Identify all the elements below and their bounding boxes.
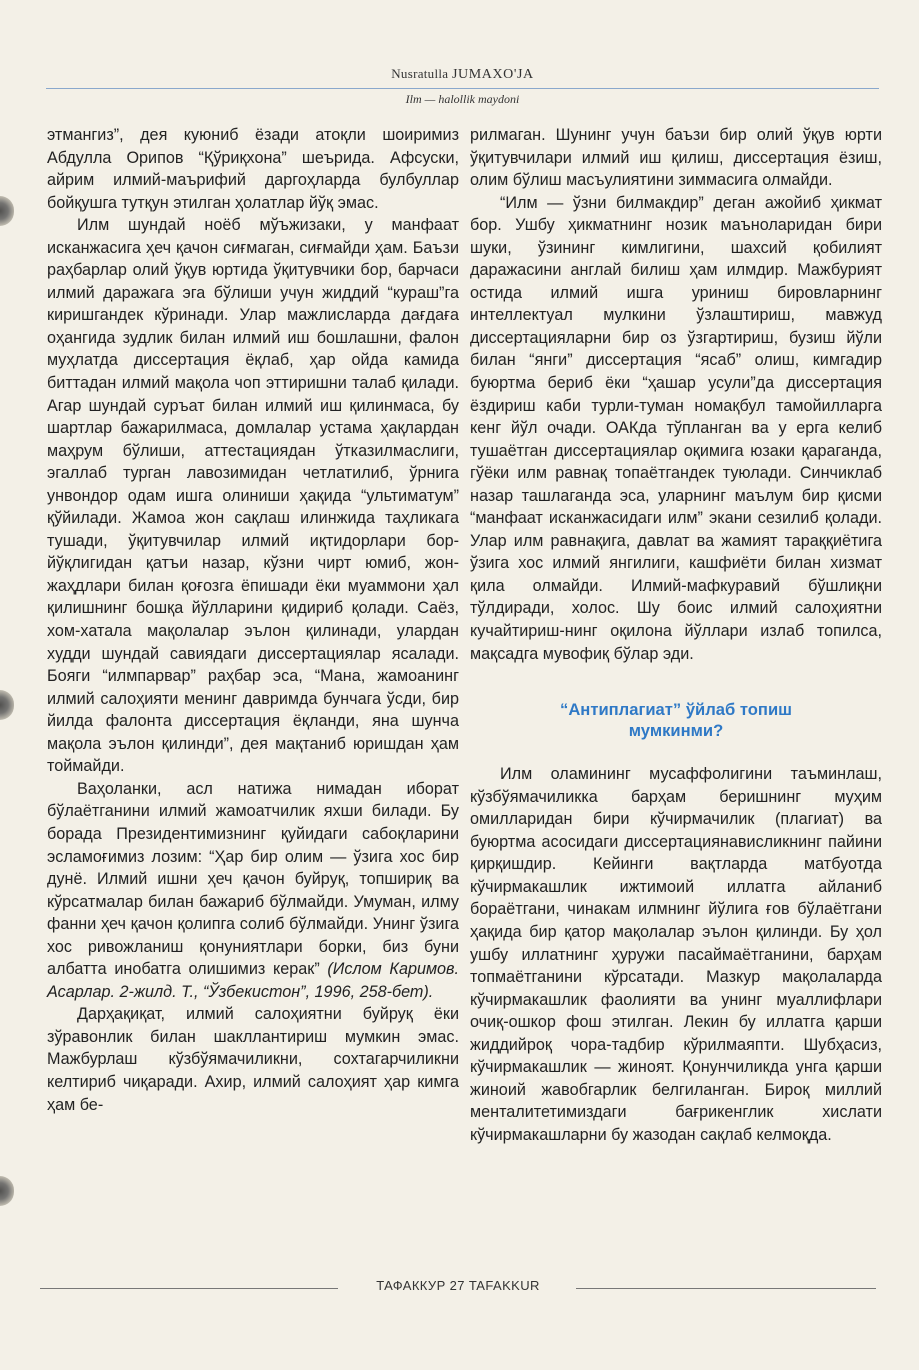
page-footer [40, 1274, 876, 1298]
binder-hole-icon [0, 1176, 14, 1206]
paragraph: Дарҳақиқат, илмий салоҳиятни буйруқ ёки зўравонлик билан шакллантириш мумкин эмас. Мажбурлаш кўзбўямачиликни, сохтагарчиликни келтириб чиқаради. Ахир, илмий салоҳият ҳар кимга ҳам бе- [47, 1005, 459, 1114]
footer-rule-right [576, 1288, 876, 1289]
citation: (Ислом Каримов. Асарлар. 2-жилд. Т., “Ўзбекистон”, 1996, 258-бет). [47, 960, 460, 1001]
right-column [470, 124, 882, 1146]
binder-hole-icon [0, 690, 14, 720]
binder-hole-icon [0, 196, 14, 226]
paragraph: этмангиз”, дея куюниб ёзади атоқли шоиримиз Абдулла Орипов “Қўриқхона” шеърида. Афсуски, айрим илмий-маърифий даргоҳларда булбуллар бойқушга тутқун этилган ҳолатлар йўқ эмас. [47, 126, 459, 212]
footer-text: ТАФАККУР 27 TAFAKKUR [376, 1278, 540, 1293]
section-heading-line: “Антиплагиат” ўйлаб топиш [560, 700, 792, 720]
header-rule [46, 88, 879, 89]
article-subtitle: Ilm — halollik maydoni [405, 92, 520, 106]
paragraph: Илм оламининг мусаффолигини таъминлаш, кўзбўямачиликка барҳам беришнинг муҳим омилларидан бири кўчирмачилик (плагиат) ва буюртма асосидаги диссертациянависликнинг пайини қирқишдир. Кейинги вақтларда матбуотда кўчирмакашлик ижтимоий иллатга айланиб бораётгани, чинакам илмнинг йўлига ғов бўлаётгани ҳақида бир қатор мақолалар эълон қилинди. Бу ҳол ушбу иллатнинг ҳуружи пасаймаётганини, барҳам топмаётганини кўрсатади. Мазкур мақолаларда кўчирмакашлик фаолияти ва унинг муаллифлари очиқ-ошкор фош этилган. Лекин бу иллатга қарши жиддийроқ чора-тадбир кўрилмаяпти. Шубҳасиз, кўчирмакашлик — жиноят. Қонунчиликда унга қарши жиноий жавобгарлик белгиланган. Бироқ миллий менталитетимиздаги бағрикенглик хислати кўчирмакашларни бу жазодан сақлаб келмоқда. [470, 765, 882, 1144]
paragraph-with-citation [47, 778, 459, 1003]
paragraph: Илм шундай ноёб мўъжизаки, у манфаат исканжасига ҳеч қачон сиғмаган, сиғмайди ҳам. Баъзи раҳбарлар олий ўқув юртида ўқитувчики бор, барчаси илмий даражага эга бўлиши учун жиддий “кураш”га киришгандек кўринади. Улар мажлисларда дағдаға оҳангида зудлик билан илмий иш бошлашни, фалон муҳлатда диссертация ёқлаб, ҳар ойда камида биттадан илмий мақола чоп эттиришни талаб қилади. Агар шундай суръат билан илмий иш қилинмаса, бу шартлар бажарилмаса, домлалар устама ҳақлардан маҳрум бўлиши, аттестациядан ўтказилмаслиги, эгаллаб турган лавозимидан четлатилиб, ўрнига унвондор одам ишга олиниши ҳақида “ультиматум” қўйилади. Жамоа жон сақлаш илинжида таҳликага тушади, ўқитувчилар илмий иқтидорлари бор-йўқлигидан қатъи назар, кўзни чирт юмиб, жон-жаҳдлари билан қоғозга ёпишади ёки муаммони ҳал қилишнинг бошқа йўлларини қидириб қолади. Саёз, хом-хатала мақолалар эълон қилинади, улардан худди шундай савиядаги диссертациялар ясалади. Бояги “илмпарвар” раҳбар эса, “Мана, жамоанинг илмий салоҳияти менинг давримда бунчага ўсди, бир йилда фалонта диссертация ёқланди, яна шунча мақола эълон қилинди”, дея мақтаниб юришдан ҳам тоймайди. [47, 216, 459, 776]
author-name [46, 66, 879, 83]
running-header [46, 52, 879, 107]
left-column [47, 124, 459, 1116]
section-heading-line: мумкинми? [628, 721, 724, 741]
quote-text: Ваҳоланки, асл натижа нимадан иборат бўлаётганини илмий жамоатчилик яхши билади. Бу борада Президентимизнинг қуйидаги сабоқларини эсламоғимиз лозим: “Ҳар бир олим — ўзига хос бир дунё. Илмий ишни ҳеч қачон буйруқ, топшириқ ва кўрсатмалар билан бажариб бўлмайди. Умуман, илму фанни ҳеч қачон қолипга солиб бўлмайди. Унинг ўзига хос ривожланиш қонуниятлари борки, биз буни албатта инобатга олишимиз керак” [47, 779, 459, 979]
paragraph: рилмаган. Шунинг учун баъзи бир олий ўқув юрти ўқитувчилари илмий иш қилиш, диссертация ёзиш, олим бўлиш масъулиятини зиммасига олмайди. [470, 126, 882, 190]
section-heading [470, 699, 882, 741]
paragraph: “Илм — ўзни билмакдир” деган ажойиб ҳикмат бор. Ушбу ҳикматнинг нозик маъноларидан бири шуки, ўзининг кимлигини, шахсий қобилият даражасини англай билиш ҳам илмдир. Мажбурият остида илмий ишга уриниш бировларнинг интеллектуал мулкини ўзлаштириш, мавжуд диссертацияларни бир оз ўзгартириш, бузиш йўли билан “янги” диссертация “ясаб” олиш, кимгадир буюртма бериб ёки “ҳашар усули”да диссертация ёздириш каби турли-туман номақбул тамойилларга кенг йўл очади. ОАКда тўпланган ва у ерга келиб тушаётган диссертациялар оқимига юзаки қараганда, гўёки илм равнақ топаётгандек туюлади. Синчиклаб назар ташлаганда эса, уларнинг маълум бир қисми “манфаат исканжасидаги илм” экани сезилиб қолади. Улар илм равнақига, давлат ва жамият тараққиётига ўзига хос илмий янгилиги, кашфиёти билан хизмат қила олмайди. Илмий-мафкуравий бўшлиқни тўлдиради, холос. Шу боис илмий салоҳиятни кучайтириш-нинг оқилона йўллари излаб топилса, мақсадга мувофиқ бўлар эди. [470, 193, 882, 663]
author-first-name: Nusratulla [391, 66, 449, 81]
author-last-name: JUMAXO'JA [451, 67, 534, 82]
